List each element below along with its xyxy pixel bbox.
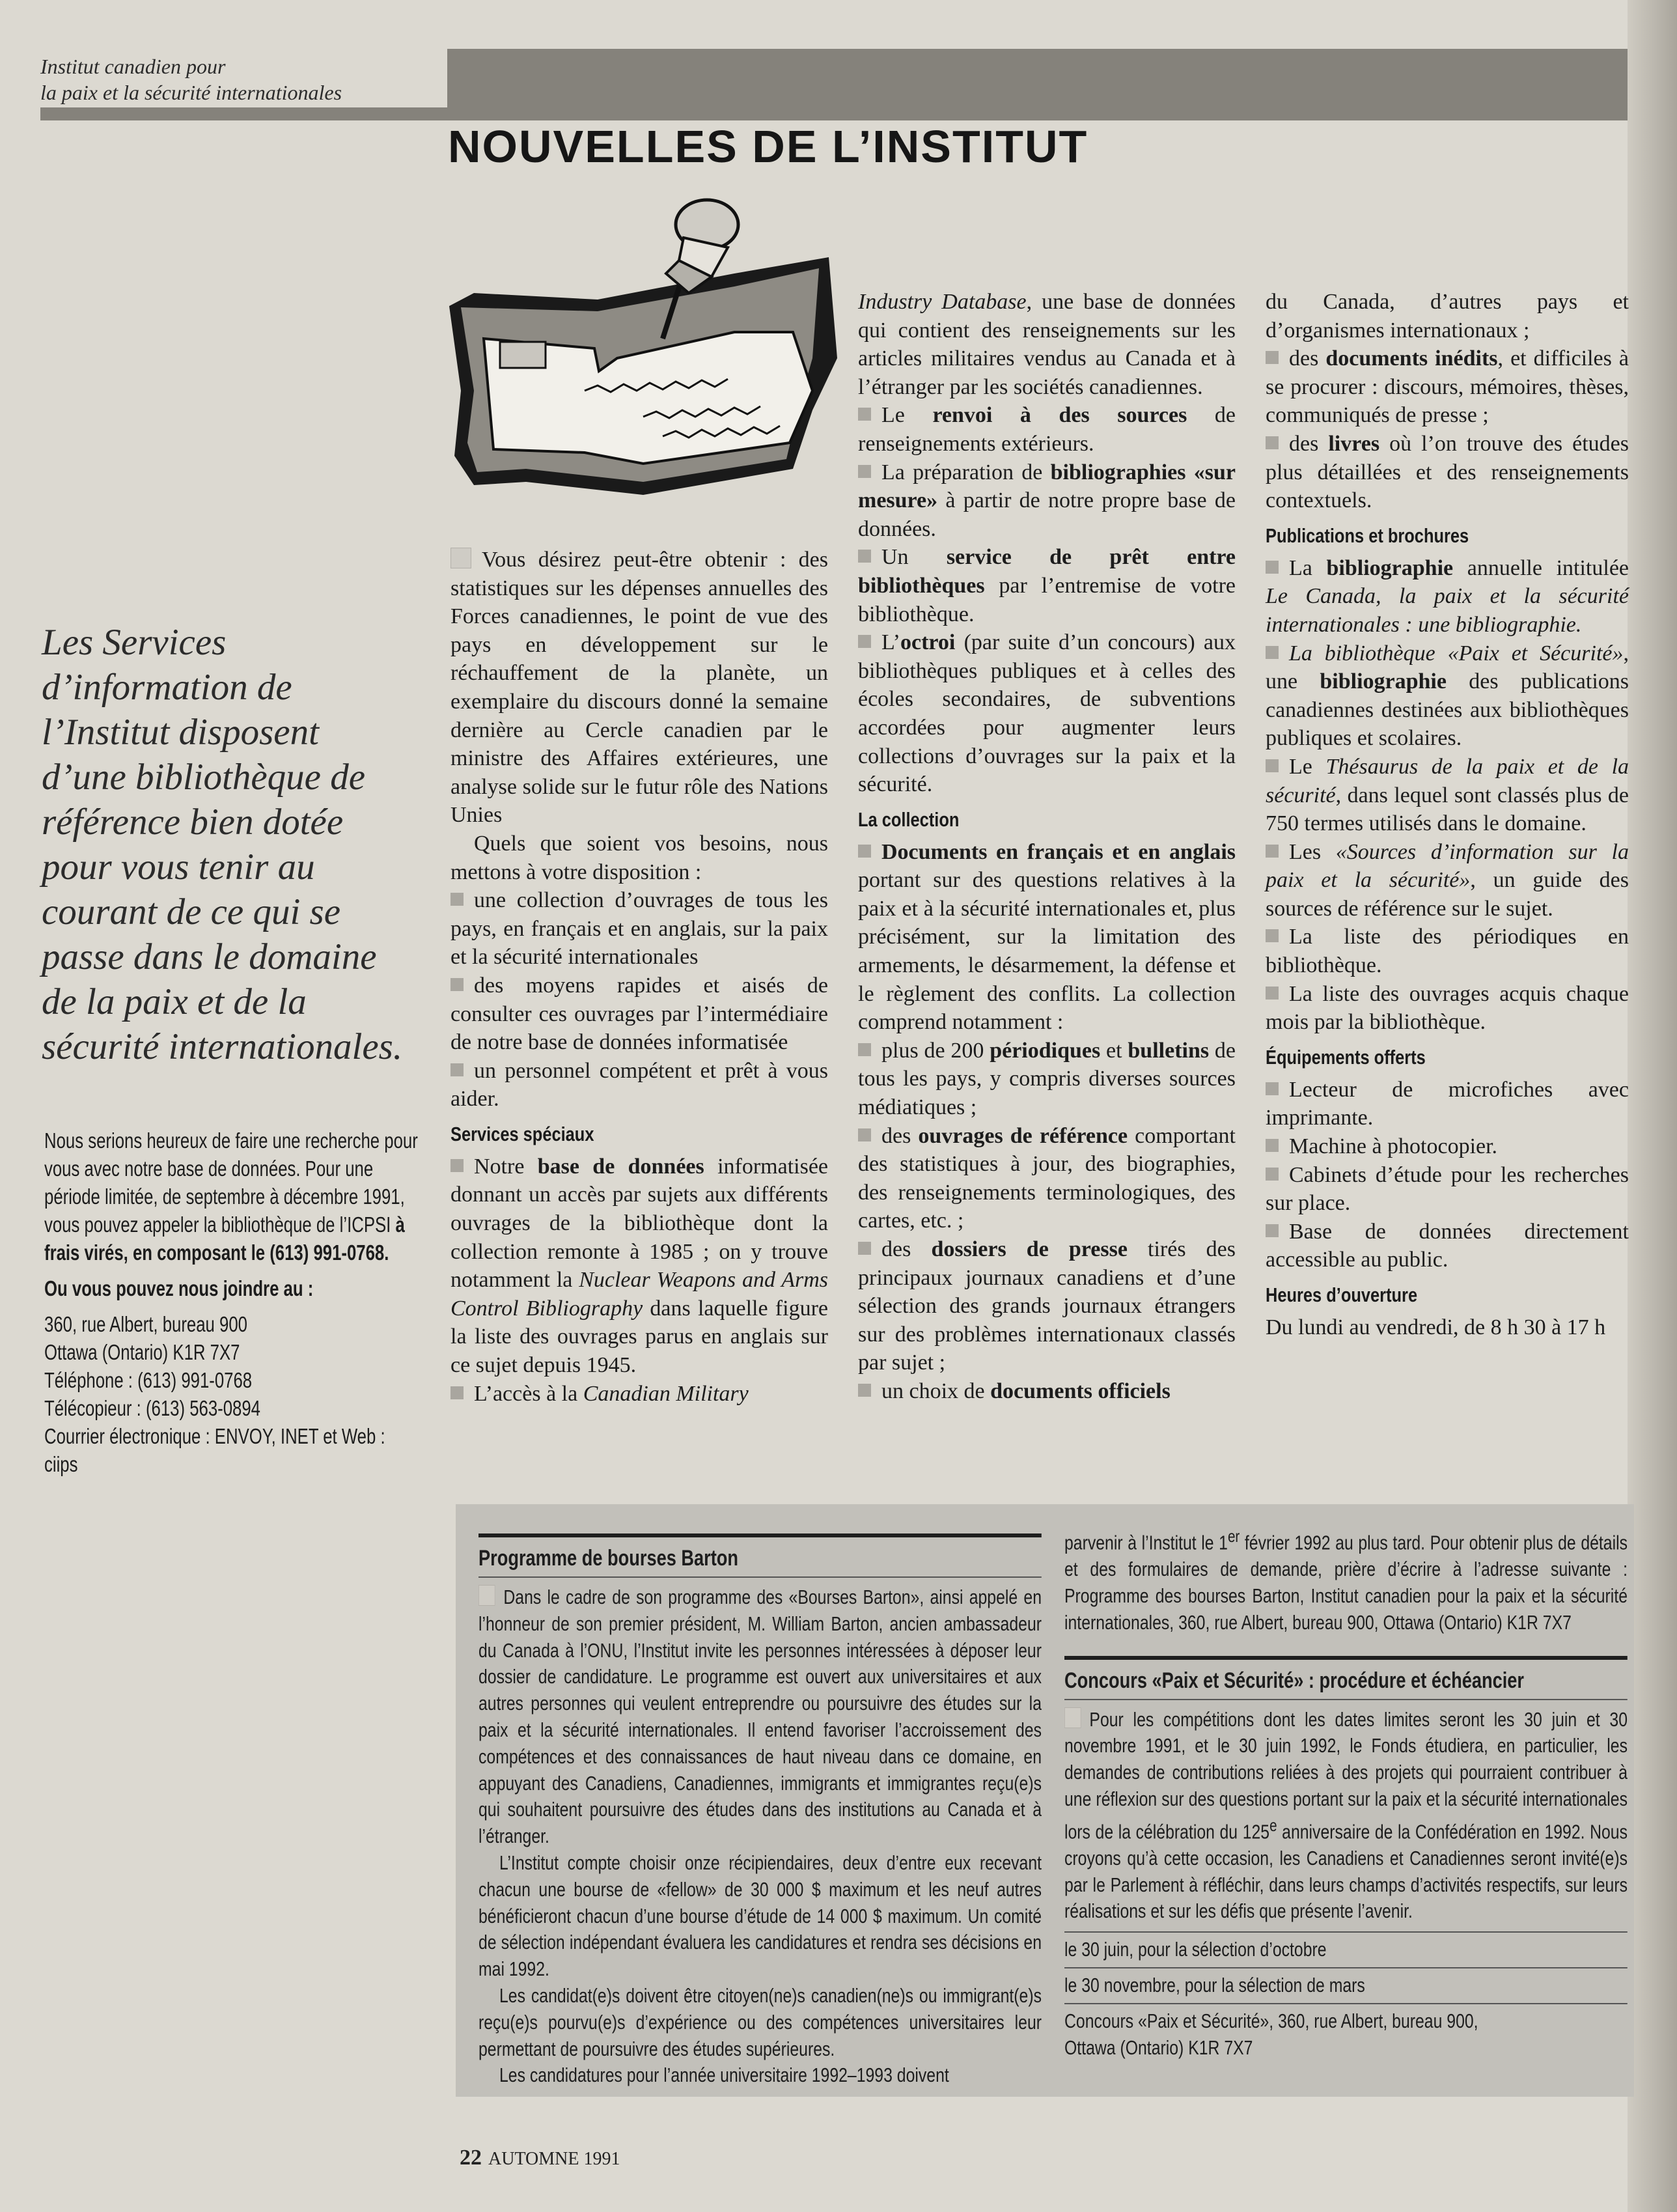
list-item: un choix de documents officiels <box>858 1377 1236 1406</box>
bullet-square-icon <box>858 1043 871 1056</box>
list-item: Cabinets d’étude pour les recherches sur place. <box>1266 1162 1629 1216</box>
list-item: des documents inédits, et difficiles à se procurer : discours, mémoires, thèses, communiqués de presse ; <box>1266 346 1629 428</box>
list-item: un personnel compétent et prêt à vous aider. <box>450 1058 828 1112</box>
bullet-square-icon <box>1064 1707 1081 1728</box>
article-column-3 <box>1266 288 1629 1342</box>
page-gutter-shadow <box>1628 0 1677 2212</box>
bullet-square-icon <box>858 635 871 648</box>
issue-label: AUTOMNE 1991 <box>488 2149 620 2169</box>
list-item: Notre base de données informatisée donnant un accès par sujets aux différents ouvrages de la bibliothèque dont la collection remonte à 1985 ; on y trouve notamment la Nuclear Weapons and Arms Control Bibliography dans laquelle figure la liste des ouvrages parus en anglais sur ce sujet depuis 1945. <box>450 1154 829 1378</box>
bullet-square-icon <box>450 1063 464 1076</box>
intro-paragraph: Vous désirez peut-être obtenir : des statistiques sur les dépenses annuelles des Forces canadiennes, le point de vue des pays en développement sur le réchauffement de la planète, un exemplaire du discours donné la semaine dernière au Cercle canadien par le ministre des Affaires extérieures, une analyse solide sur le futur rôle des Nations Unies <box>450 548 828 828</box>
section-title: NOUVELLES DE L’INSTITUT <box>448 121 1088 172</box>
list-item: plus de 200 périodiques et bulletins de tous les pays, y compris diverses sources médiatiques ; <box>858 1038 1236 1120</box>
bullet-square-icon <box>450 978 464 991</box>
list-item: La bibliothèque «Paix et Sécurité», une bibliographie des publications canadiennes destinées aux bibliothèques publiques et scolaires. <box>1266 641 1629 751</box>
list-item: Le Thésaurus de la paix et de la sécurité, dans lequel sont classés plus de 750 termes utilisés dans le domaine. <box>1266 754 1629 836</box>
list-item: des moyens rapides et aisés de consulter ces ouvrages par l’intermédiaire de notre base de données informatisée <box>450 973 828 1055</box>
sidebar-address <box>44 1310 421 1478</box>
list-item: Documents en français et en anglais portant sur des questions relatives à la paix et à la sécurité internationales et, plus précisément, sur la limitation des armements, le désarmement, la défense et le règlement des conflits. La collection comprend notamment : <box>858 839 1236 1035</box>
barton-deadline-paragraph: parvenir à l’Institut le 1er février 1992 au plus tard. Pour obtenir plus de détails et des formulaires de demande, prière d’écrire à l’adresse suivante : Programme des bourses Barton, Institut canadien pour la paix et la sécurité internationales, 360, rue Albert, bureau 900, Ottawa (Ontario) K1R 7X7 <box>1064 1528 1628 1634</box>
article-column-1 <box>450 546 828 1408</box>
org-line-2: la paix et la sécurité internationales <box>40 81 342 104</box>
bullet-square-icon <box>1266 436 1279 449</box>
bullet-square-icon <box>1266 759 1279 772</box>
bullet-square-icon <box>1266 845 1279 858</box>
list-item: des ouvrages de référence comportant des statistiques à jour, des biographies, des renseignements terminologiques, des cartes, etc. ; <box>858 1123 1236 1233</box>
list-item: La préparation de bibliographies «sur mesure» à partir de notre propre base de données. <box>858 460 1236 541</box>
header-organization <box>40 53 444 105</box>
sidebar-research-note: Nous serions heureux de faire une recherche pour vous avec notre base de données. Pour une période limitée, de septembre à décembre 1991, vous pouvez appeler la bibliothèque de l’ICPSI à frais virés, en composant le (613) 991-0768. <box>44 1128 418 1265</box>
fax-line: Télécopieur : (613) 563-0894 <box>44 1396 260 1420</box>
bullet-square-icon <box>1266 561 1279 574</box>
list-item: des dossiers de presse tirés des principaux journaux canadiens et d’une sélection des grands journaux étrangers sur des problèmes internationaux classés par sujet ; <box>858 1237 1236 1375</box>
bullet-square-icon <box>450 548 471 568</box>
hours-text: Du lundi au vendredi, de 8 h 30 à 17 h <box>1266 1315 1606 1339</box>
list-item: La liste des ouvrages acquis chaque mois par la bibliothèque. <box>1266 981 1629 1035</box>
deadline-june: le 30 juin, pour la sélection d’octobre <box>1064 1931 1628 1967</box>
list-item: Industry Database, une base de données qui contient des renseignements sur les articles militaires vendus au Canada et à l’étranger par les sociétés canadiennes. <box>858 290 1236 399</box>
page-number: 22 <box>460 2146 482 2170</box>
bullet-square-icon <box>858 550 871 563</box>
phone-line: Téléphone : (613) 991-0768 <box>44 1368 253 1392</box>
info-box <box>456 1504 1634 2097</box>
address-line: Ottawa (Ontario) K1R 7X7 <box>44 1340 240 1364</box>
pull-quote: Les Services d’information de l’Institut disposent d’une bibliothèque de référence bien dotée pour vous tenir au courant de ce qui se passe dans le domaine de la paix et de la sécurité internationales. <box>42 622 403 1067</box>
org-line-1: Institut canadien pour <box>40 55 226 78</box>
concours-address <box>1064 2003 1628 2065</box>
heading-services: Services spéciaux <box>450 1122 594 1145</box>
barton-paragraph: Les candidat(e)s doivent être citoyen(ne)s canadien(ne)s ou immigrant(e)s reçu(e)s pourvu(e)s d’expérience ou des compétences universitaires leur permettant de poursuivre des études supérieures. <box>478 1983 1042 2060</box>
bullet-square-icon <box>1266 1139 1279 1152</box>
heading-collection: La collection <box>858 807 960 831</box>
bullet-square-icon <box>1266 1082 1279 1095</box>
heading-equipment: Équipements offerts <box>1266 1045 1426 1069</box>
concours-paragraph: Pour les compétitions dont les dates limites seront les 30 juin et 30 novembre 1991, et le 30 juin 1992, le Fonds étudiera, en particulier, les demandes de contributions reliées à des projets qui pourraient contribuer à une réflexion sur des questions portant sur la paix et la sécurité internationales lors de la célébration du 125e anniversaire de la Confédération en 1992. Nous croyons qu’à cette occasion, les Canadiens et Canadiennes seront invité(e)s par le Parlement à réfléchir, dans leurs champs d’activités respectifs, sur leurs réalisations et sur les défis que présente l’avenir. <box>1064 1707 1628 1923</box>
barton-paragraph: L’Institut compte choisir onze récipiendaires, deux d’entre eux recevant chacun une bourse de «fellow» de 30 000 $ maximum et les neuf autres bénéficieront chacun d’une bourse d’étude de 14 000 $ maximum. Un comité de sélection indépendant évaluera les candidatures et rendra ses décisions en mai 1992. <box>478 1851 1042 1981</box>
bullet-square-icon <box>1266 1168 1279 1181</box>
bullet-square-icon <box>450 1386 464 1399</box>
bullet-square-icon <box>450 893 464 906</box>
list-item: Base de données directement accessible au public. <box>1266 1219 1629 1272</box>
heading-publications: Publications et brochures <box>1266 524 1469 547</box>
header-bar <box>447 49 1628 111</box>
contact-sidebar <box>44 1127 422 1478</box>
barton-paragraph: Dans le cadre de son programme des «Bourses Barton», ainsi appelé en l’honneur de son premier président, M. William Barton, ancien ambassadeur du Canada à l’ONU, l’Institut invite les personnes intéressées à déposer leur dossier de candidature. Le programme est ouvert aux universitaires et aux autres personnes qui veulent entreprendre ou poursuivre des études sur la paix et la sécurité internationales. Il entend favoriser l’accroissement des compétences et des connaissances de haut niveau dans ce domaine, en appuyant des Canadiens, Canadiennes, immigrants et immigrantes reçu(e)s qui souhaitent poursuivre des études dans des institutions au Canada et à l’étranger. <box>478 1586 1042 1848</box>
barton-paragraph: Les candidatures pour l’année universitaire 1992–1993 doivent <box>499 2064 949 2087</box>
bullet-square-icon <box>1266 929 1279 942</box>
list-item: L’octroi (par suite d’un concours) aux bibliothèques publiques et à celles des écoles secondaires, de subventions accordées pour augmenter leurs collections d’ouvrages sur la paix et la sécurité. <box>858 630 1236 797</box>
pushpin-note-illustration <box>448 195 838 501</box>
bullet-square-icon <box>1266 987 1279 1000</box>
list-item: des livres où l’on trouve des études plus détaillées et des renseignements contextuels. <box>1266 431 1629 513</box>
page-footer <box>460 2146 620 2170</box>
barton-program <box>478 1533 1042 2089</box>
bullet-square-icon <box>1266 1224 1279 1237</box>
heading-hours: Heures d’ouverture <box>1266 1283 1418 1306</box>
list-item: L’accès à la Canadian Military <box>450 1380 828 1408</box>
bullet-square-icon <box>858 1128 871 1141</box>
concours-column <box>1064 1524 1628 2065</box>
bullet-square-icon <box>858 845 871 858</box>
list-item: une collection d’ouvrages de tous les pays, en français et en anglais, sur la paix et la sécurité internationales <box>450 888 828 970</box>
email-line: Courrier électronique : ENVOY, INET et Web : ciips <box>44 1424 385 1476</box>
list-item: Machine à photocopier. <box>1266 1132 1629 1161</box>
bullet-square-icon <box>858 1384 871 1397</box>
sidebar-contact-intro: Ou vous pouvez nous joindre au : <box>44 1276 314 1300</box>
barton-title: Programme de bourses Barton <box>478 1533 1042 1578</box>
list-item: La bibliographie annuelle intitulée Le Canada, la paix et la sécurité internationales : une bibliographie. <box>1266 555 1629 637</box>
header-rule <box>40 107 1628 120</box>
list-item: Les «Sources d’information sur la paix et la sécurité», un guide des sources de référence sur le sujet. <box>1266 839 1629 921</box>
concours-title: Concours «Paix et Sécurité» : procédure et échéancier <box>1064 1656 1628 1700</box>
address-line: 360, rue Albert, bureau 900 <box>44 1312 247 1336</box>
deadline-november: le 30 novembre, pour la sélection de mars <box>1064 1967 1628 2003</box>
list-item: Lecteur de microfiches avec imprimante. <box>1266 1077 1629 1130</box>
bullet-square-icon <box>858 465 871 478</box>
address-line: Ottawa (Ontario) K1R 7X7 <box>1064 2036 1253 2059</box>
needs-paragraph: Quels que soient vos besoins, nous mettons à votre disposition : <box>450 831 828 884</box>
bullet-square-icon <box>1266 351 1279 364</box>
list-item: La liste des périodiques en bibliothèque. <box>1266 925 1629 978</box>
bullet-square-icon <box>450 1159 464 1172</box>
list-item: du Canada, d’autres pays et d’organismes internationaux ; <box>1266 290 1629 343</box>
address-line: Concours «Paix et Sécurité», 360, rue Albert, bureau 900, <box>1064 2009 1478 2032</box>
bullet-square-icon <box>858 408 871 421</box>
list-item: Un service de prêt entre bibliothèques par l’entremise de votre bibliothèque. <box>858 545 1236 626</box>
bullet-square-icon <box>858 1242 871 1255</box>
bullet-square-icon <box>1266 646 1279 659</box>
list-item: Le renvoi à des sources de renseignements extérieurs. <box>858 403 1236 456</box>
bullet-square-icon <box>478 1585 495 1606</box>
article-column-2 <box>858 288 1236 1406</box>
